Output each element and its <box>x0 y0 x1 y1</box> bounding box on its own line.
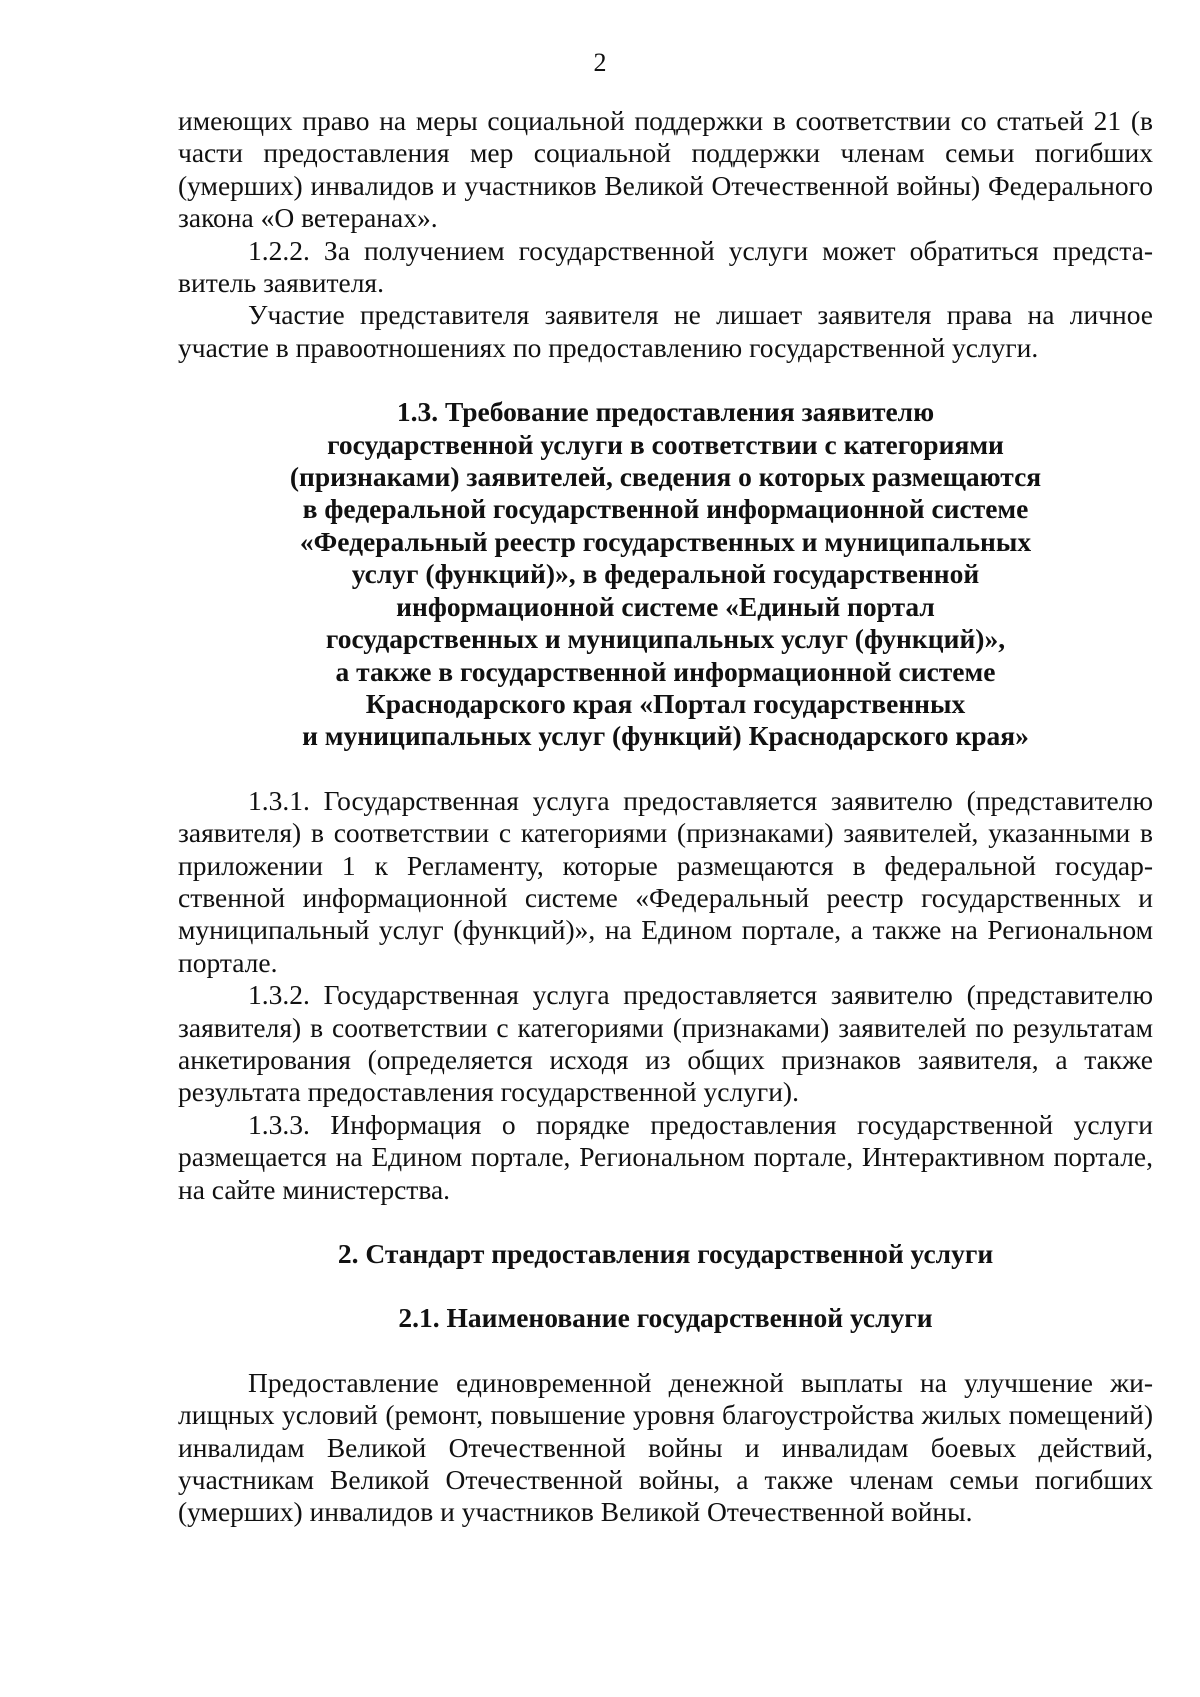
document-body <box>178 105 1153 1529</box>
heading-line: 1.3. Требование предоставления заявителю <box>396 396 935 428</box>
page-number: 2 <box>593 48 607 77</box>
heading-line: государственной услуги в соответствии с категориями <box>327 428 1004 460</box>
heading-line: государственных и муниципальных услуг (функций)», <box>325 623 1006 655</box>
paragraph-1-3-3: 1.3.3. Информация о порядке предоставления государственной услуги размещается на Едином портале, Региональном портале, Интерактивном портале, на сайте министерства. <box>178 1108 1153 1205</box>
heading-line: информационной системе «Единый портал <box>396 590 935 622</box>
heading-line: и муниципальных услуг (функций) Краснодарского края» <box>302 720 1029 752</box>
heading-line: а также в государственной информационной системе <box>335 655 996 687</box>
paragraph-1-2-2: 1.2.2. За получением государственной услуги может обратиться представитель заявителя. <box>178 234 1153 299</box>
section-heading-1-3 <box>178 396 1153 752</box>
paragraph-service-name: Предоставление единовременной денежной выплаты на улучшение жилищных условий (ремонт, повышение уровня благоустройства жилых помещений) инвалидам Великой Отечественной войны и инвалидам боевых действий, участникам Великой Отечественной войны, а также членам семьи погибших (умерших) инвалидов и участников Великой Отечественной войны. <box>178 1366 1153 1528</box>
heading-line: Краснодарского края «Портал государственных <box>365 687 966 719</box>
section-heading-2: 2. Стандарт предоставления государственной услуги <box>337 1238 994 1269</box>
section-heading-2-1: 2.1. Наименование государственной услуги <box>398 1302 933 1334</box>
heading-line: «Федеральный реестр государственных и муниципальных <box>299 525 1032 557</box>
heading-line: услуг (функций)», в федеральной государственной <box>351 558 980 590</box>
heading-line: (признаками) заявителей, сведения о которых размещаются <box>289 461 1042 493</box>
paragraph-1-3-1: 1.3.1. Государственная услуга предоставляется заявителю (представителю заявителя) в соответствии с категориями (признаками) заявителей, указанными в приложении 1 к Регламенту, которые размещаются в федеральной государственной информационной системе «Федеральный реестр государственных и муниципальный услуг (функций)», на Едином портале, а также на Региональном портале. <box>178 784 1153 978</box>
paragraph-1-3-2: 1.3.2. Государственная услуга предоставляется заявителю (представителю заявителя) в соответствии с категориями (признаками) заявителей по результатам анкетирования (определяется исходя из общих признаков заявителя, а также результата предоставления государственной услуги). <box>178 979 1153 1108</box>
paragraph-representative-participation: Участие представителя заявителя не лишает заявителя права на личное участие в правоотношениях по предоставлению государственной услуги. <box>178 299 1153 363</box>
heading-line: в федеральной государственной информационной системе <box>302 493 1029 525</box>
paragraph-veterans-law: имеющих право на меры социальной поддержки в соответствии со статьей 21 (в части предоставления мер социальной поддержки членам семьи погибших (умерших) инвалидов и участников Великой Отечественной войны) Федерального закона «О ветеранах». <box>178 105 1153 234</box>
